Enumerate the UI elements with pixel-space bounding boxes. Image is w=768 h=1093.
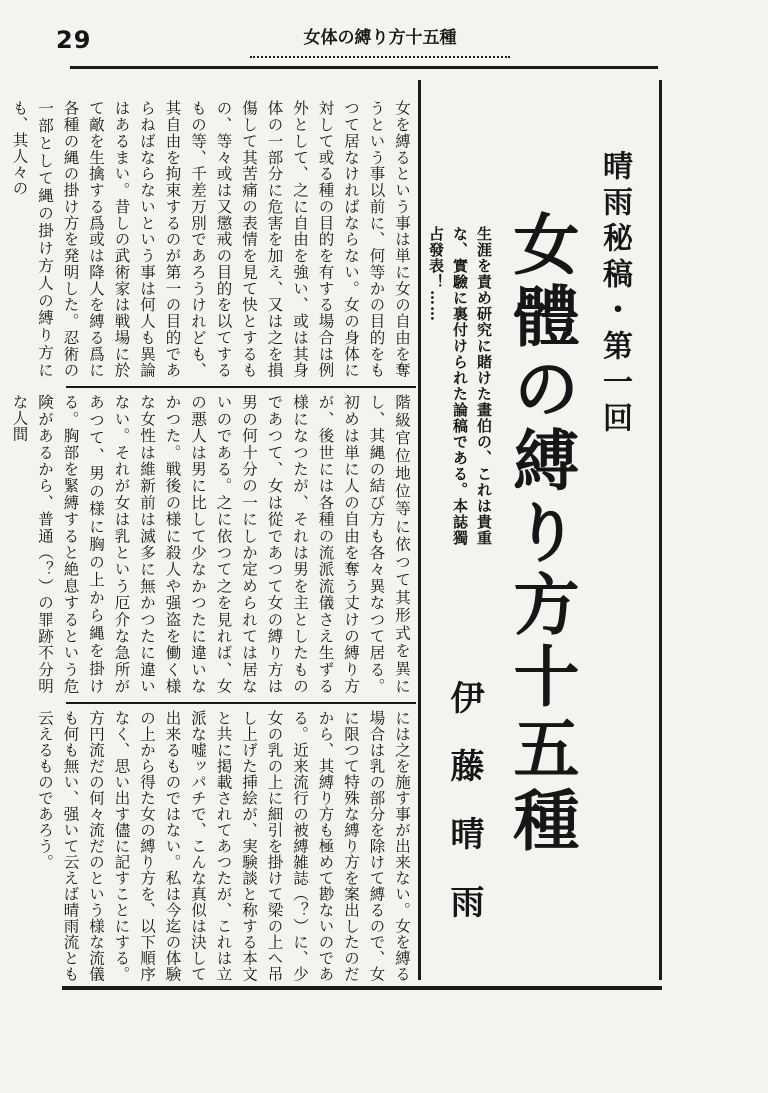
body-text-band-2: 階級官位地位等に依つて其形式を異にし、其縄の結び方も各々異なつて居る。初めは単に人の自由を奪う丈けの縛り方が、後世には各種の流派流儀さえ生ずる様になつたが、それは男を主としたものであつて、女は從であつて女の縛り方は男の何十分の一にしか定められては居ないのである。之に依つて之を見れば、女の悪人は男に比して少なかつたに違いなかつた。戦後の様に殺人や强盗を働く様な女性は維新前は滅多に無かつたに違いない。それが女は乳という厄介な急所があつて、男の様に胸の上から縄を掛ける。胸部を緊縛すると絶息するという危険があるから、普通（？）の罪跡不分明な人間: [10, 394, 411, 694]
band-divider-1: [66, 386, 416, 388]
series-label: 晴雨秘稿・第一回: [597, 150, 632, 438]
band-divider-2: [66, 702, 416, 704]
page-number: 29: [56, 26, 92, 54]
author-name: 伊藤晴雨: [444, 680, 484, 952]
top-rule: [70, 66, 658, 75]
bottom-rule: [62, 986, 662, 996]
running-title: 女体の縛り方十五種: [250, 24, 510, 58]
lead-text: 生涯を責め研究に賭けた畫伯の、これは貴重な、實驗に裏付けられた論稿である。本誌獨占發表！……: [427, 226, 493, 546]
body-text-band-3: には之を施す事が出来ない。女を縛る場合は乳の部分を除けて縛るので、女に限つて特殊な縛り方を案出したのだから、其縛り方も極めて尠ないのである。近来流行の被縛雑誌（？）に、少女の乳の上に細引を掛けて梁の上へ吊し上げた挿絵が、実験談と称する本文と共に掲載されてあつたが、これは立派な嘘ッパチで、こんな真似は決して出来るものではない。私は今迄の体験の上から得た女の縛り方を、以下順序なく、思い出す儘に記すことにする。方円流だの何々流だのという様な流儀も何も無い、强いて云えば晴雨流とも云えるものであろう。: [36, 710, 411, 982]
article-title: 女體の縛り方十五種: [502, 210, 580, 858]
body-text-band-1: 女を縛るという事は単に女の自由を奪うという事以前に、何等かの目的をもつて居なければならない。女の身体に対して或る種の目的を有する場合は例外として、之に自由を強い、或は其身体の一部分に危害を加え、又は之を損傷して其苦痛の表情を見て快とするもの、等々或は又懲戒の目的を以てするもの等、千差万別であろうけれども、其自由を拘束するのが第一の目的であらねばならないという事は何人も異論はあるまい。昔しの武術家は戦場に於て敵を生擒する爲或は降人を縛る爲に各種の縄の掛け方を発明した。忍術の一部として縄の掛け方人の縛り方にも、其人々の: [10, 100, 411, 378]
